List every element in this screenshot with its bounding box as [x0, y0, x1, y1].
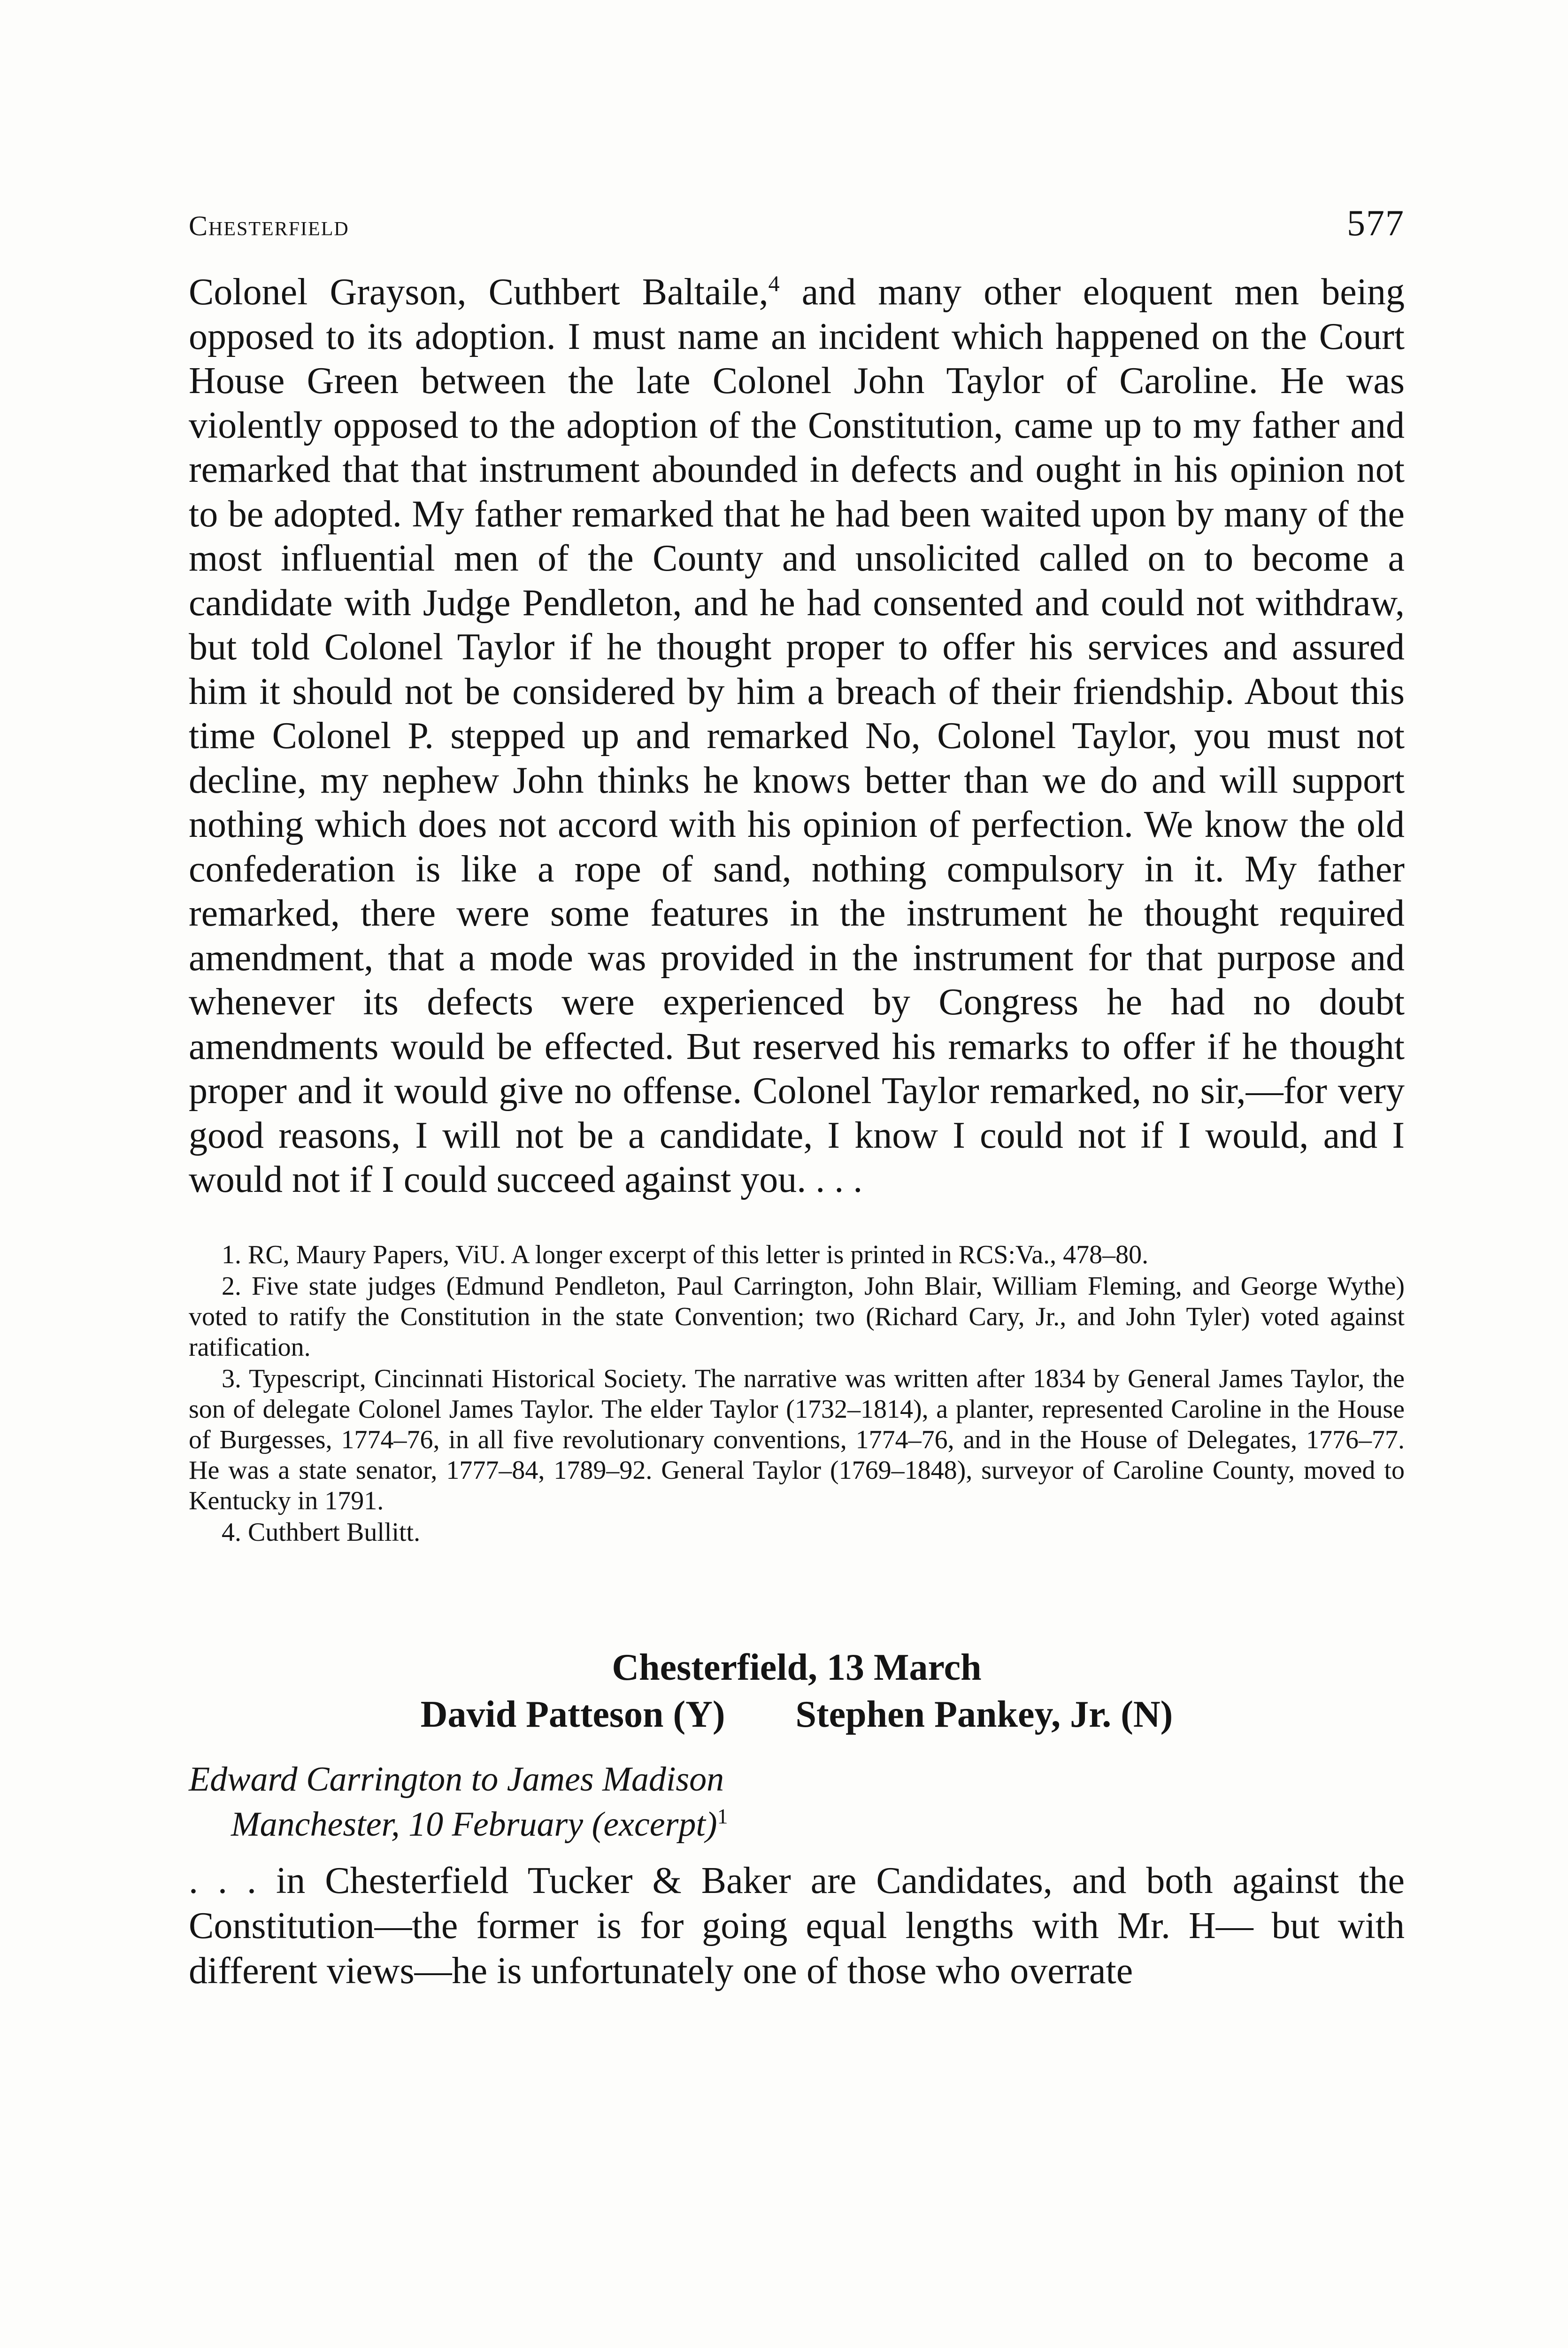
document-title — [189, 1757, 1405, 1847]
page-number: 577 — [1347, 202, 1405, 243]
main-text-part-1: Colonel Grayson, Cuthbert Baltaile, — [189, 271, 769, 313]
candidate-yes: David Patteson (Y) — [420, 1693, 725, 1735]
footnote-4: 4. Cuthbert Bullitt. — [222, 1517, 421, 1547]
document-title-line-1: Edward Carrington to James Madison — [189, 1760, 724, 1799]
document-text: . . . in Chesterfield Tucker & Baker are Candidates, and both against the Constitution—the former is for going equal lengths with Mr. H— but with different views—he is unfortunately one of those who overrate — [189, 1860, 1405, 1992]
book-page — [189, 202, 1405, 2031]
main-text-paragraph — [189, 270, 1405, 1202]
footnote-3: 3. Typescript, Cincinnati Historical Society. The narrative was written after 1834 by General James Taylor, the son of delegate Colonel James Taylor. The elder Taylor (1732–1814), a planter, represented Caroline in the House of Burgesses, 1774–76, in all five revolutionary conventions, 1774–76, and in the House of Delegates, 1776–77. He was a state senator, 1777–84, 1789–92. General Taylor (1769–1848), surveyor of Caroline County, moved to Kentucky in 1791. — [189, 1364, 1405, 1515]
footnotes — [189, 1240, 1405, 1548]
main-text-part-2: and many other eloquent men being opposed to its adoption. I must name an incident which happened on the Court House Green between the late Colonel John Taylor of Caroline. He was violently opposed to the adoption of the Constitution, came up to my father and remarked that that instrument abounded in defects and ought in his opinion not to be adopted. My father remarked that he had been waited upon by many of the most influential men of the County and unsolicited called on to become a candidate with Judge Pendleton, and he had consented and could not withdraw, but told Colonel Taylor if he thought proper to offer his services and assured him it should not be considered by him a breach of their friendship. About this time Colonel P. stepped up and remarked No, Colonel Taylor, you must not decline, my nephew John thinks he knows better than we do and will support nothing which does not accord with his opinion of perfection. We know the old confederation is like a rope of sand, nothing compulsory in it. My father remarked, there were some features in the instrument he thought required amendment, that a mode was provided in the instrument for that purpose and whenever its defects were experienced by Congress he had no doubt amendments would be effected. But reserved his remarks to offer if he thought proper and it would give no offense. Colonel Taylor remarked, no sir,—for very good reasons, I will not be a candidate, I know I could not if I would, and I would not if I could succeed against you. . . . — [189, 271, 1405, 1200]
document-title-line-2 — [189, 1802, 1405, 1847]
document-note-ref: 1 — [717, 1804, 728, 1828]
candidates-row — [189, 1691, 1405, 1738]
footnote-ref-4: 4 — [768, 271, 780, 296]
section-heading — [189, 1644, 1405, 1738]
candidate-no: Stephen Pankey, Jr. (N) — [795, 1693, 1173, 1735]
footnote-2: 2. Five state judges (Edmund Pendleton, Paul Carrington, John Blair, William Fleming, and George Wythe) voted to ratify the Constitution in the state Convention; two (Richard Cary, Jr., and John Tyler) voted against ratification. — [189, 1271, 1405, 1362]
section-title: Chesterfield, 13 March — [612, 1646, 982, 1688]
running-title: Chesterfield — [189, 210, 349, 241]
footnote-1: 1. RC, Maury Papers, ViU. A longer excerpt of this letter is printed in RCS:Va., 478–80. — [222, 1240, 1149, 1269]
running-head — [189, 202, 1405, 249]
document-dateline: Manchester, 10 February (excerpt) — [231, 1805, 717, 1844]
